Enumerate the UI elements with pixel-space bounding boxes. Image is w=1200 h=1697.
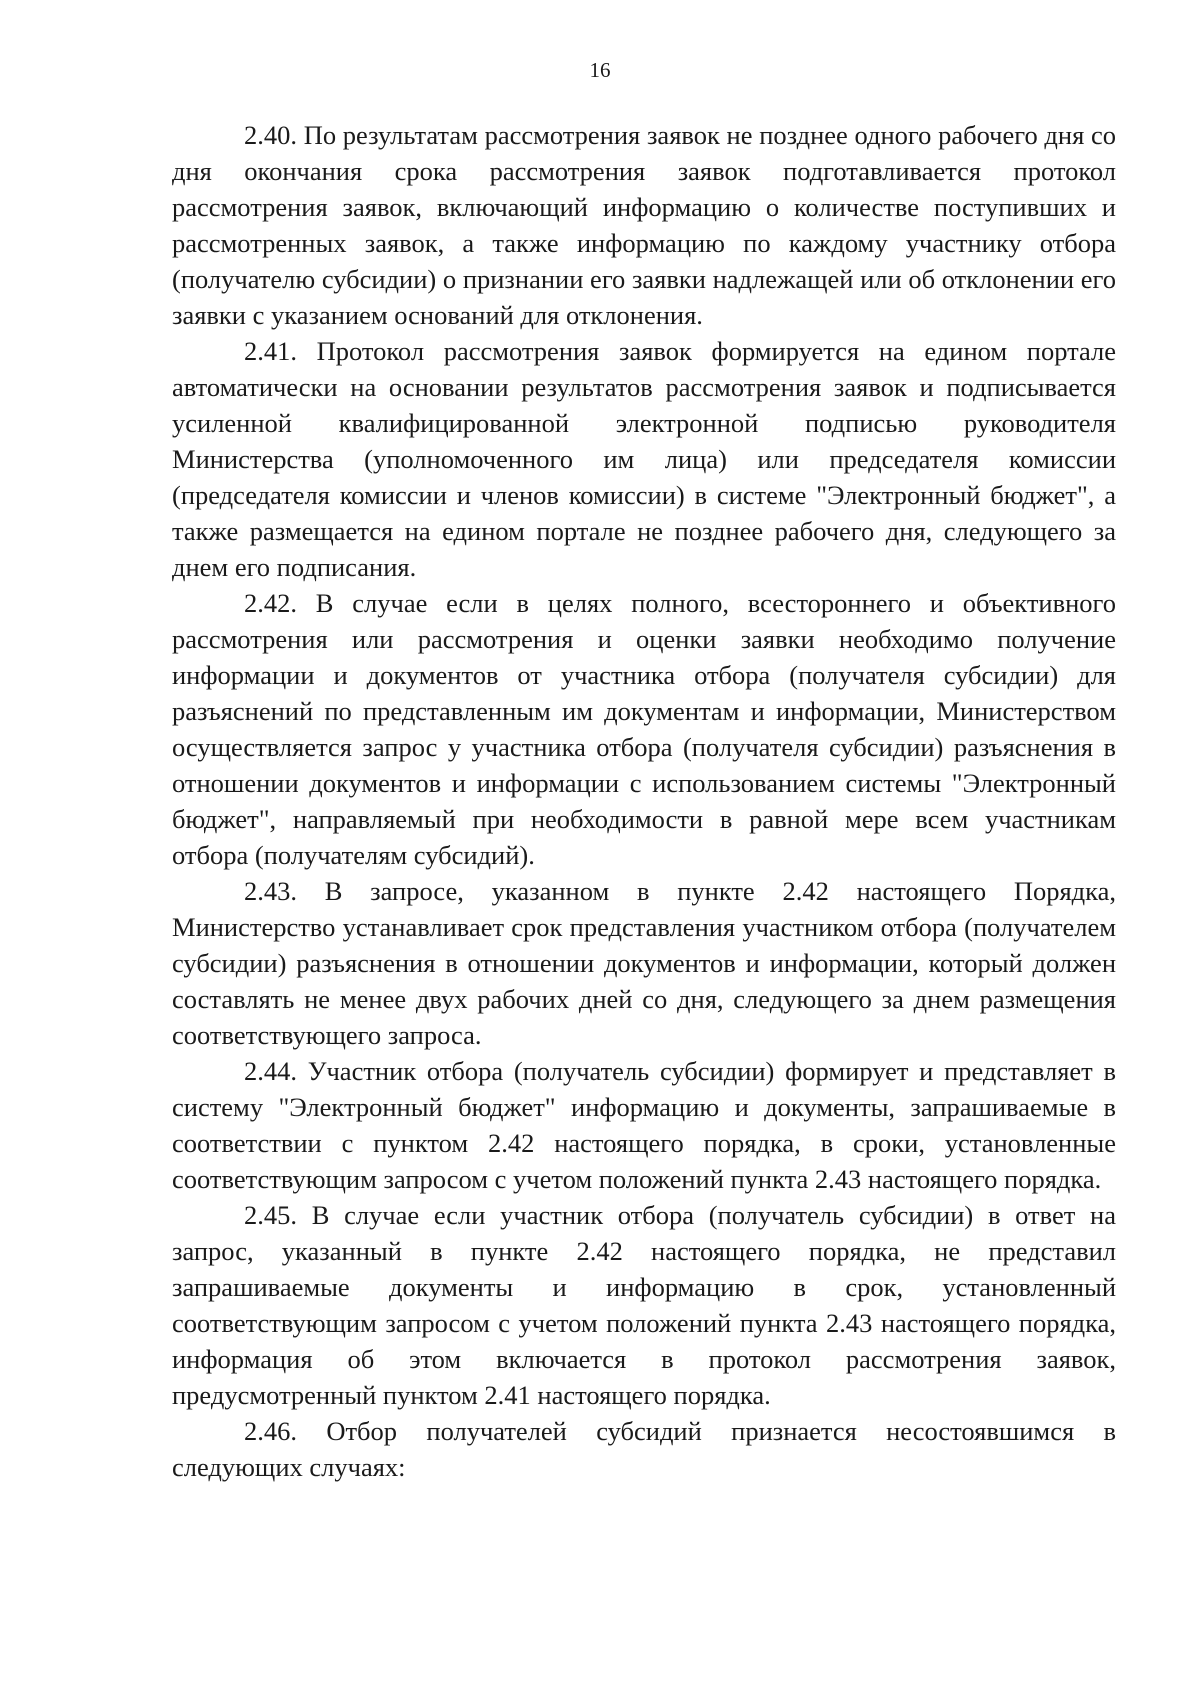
paragraph-2-42: 2.42. В случае если в целях полного, всестороннего и объективного рассмотрения или рассмотрения и оценки заявки необходимо получение информации и документов от участника отбора (получателя субсидии) для разъяснений по представленным им документам и информации, Министерством осуществляется запрос у участника отбора (получателя субсидии) разъяснения в отношении документов и информации с использованием системы "Электронный бюджет", направляемый при необходимости в равной мере всем участникам отбора (получателям субсидий). xyxy=(172,588,1116,870)
page-number: 16 xyxy=(589,58,611,82)
paragraph-2-45: 2.45. В случае если участник отбора (получатель субсидии) в ответ на запрос, указанный в пункте 2.42 настоящего порядка, не представил запрашиваемые документы и информацию в срок, установленный соответствующим запросом с учетом положений пункта 2.43 настоящего порядка, информация об этом включается в протокол рассмотрения заявок, предусмотренный пунктом 2.41 настоящего порядка. xyxy=(172,1200,1116,1410)
paragraph-2-46: 2.46. Отбор получателей субсидий признается несостоявшимся в следующих случаях: xyxy=(172,1416,1116,1482)
paragraph-2-44: 2.44. Участник отбора (получатель субсидии) формирует и представляет в систему "Электронный бюджет" информацию и документы, запрашиваемые в соответствии с пунктом 2.42 настоящего порядка, в сроки, установленные соответствующим запросом с учетом положений пункта 2.43 настоящего порядка. xyxy=(172,1056,1116,1194)
document-body xyxy=(172,117,1116,1485)
paragraph-2-40: 2.40. По результатам рассмотрения заявок не позднее одного рабочего дня со дня окончания срока рассмотрения заявок подготавливается протокол рассмотрения заявок, включающий информацию о количестве поступивших и рассмотренных заявок, а также информацию по каждому участнику отбора (получателю субсидии) о признании его заявки надлежащей или об отклонении его заявки с указанием оснований для отклонения. xyxy=(172,120,1116,330)
paragraph-2-41: 2.41. Протокол рассмотрения заявок формируется на едином портале автоматически на основании результатов рассмотрения заявок и подписывается усиленной квалифицированной электронной подписью руководителя Министерства (уполномоченного им лица) или председателя комиссии (председателя комиссии и членов комиссии) в системе "Электронный бюджет", а также размещается на едином портале не позднее рабочего дня, следующего за днем его подписания. xyxy=(172,336,1116,582)
paragraph-2-43: 2.43. В запросе, указанном в пункте 2.42 настоящего Порядка, Министерство устанавливает срок представления участником отбора (получателем субсидии) разъяснения в отношении документов и информации, который должен составлять не менее двух рабочих дней со дня, следующего за днем размещения соответствующего запроса. xyxy=(172,876,1116,1050)
